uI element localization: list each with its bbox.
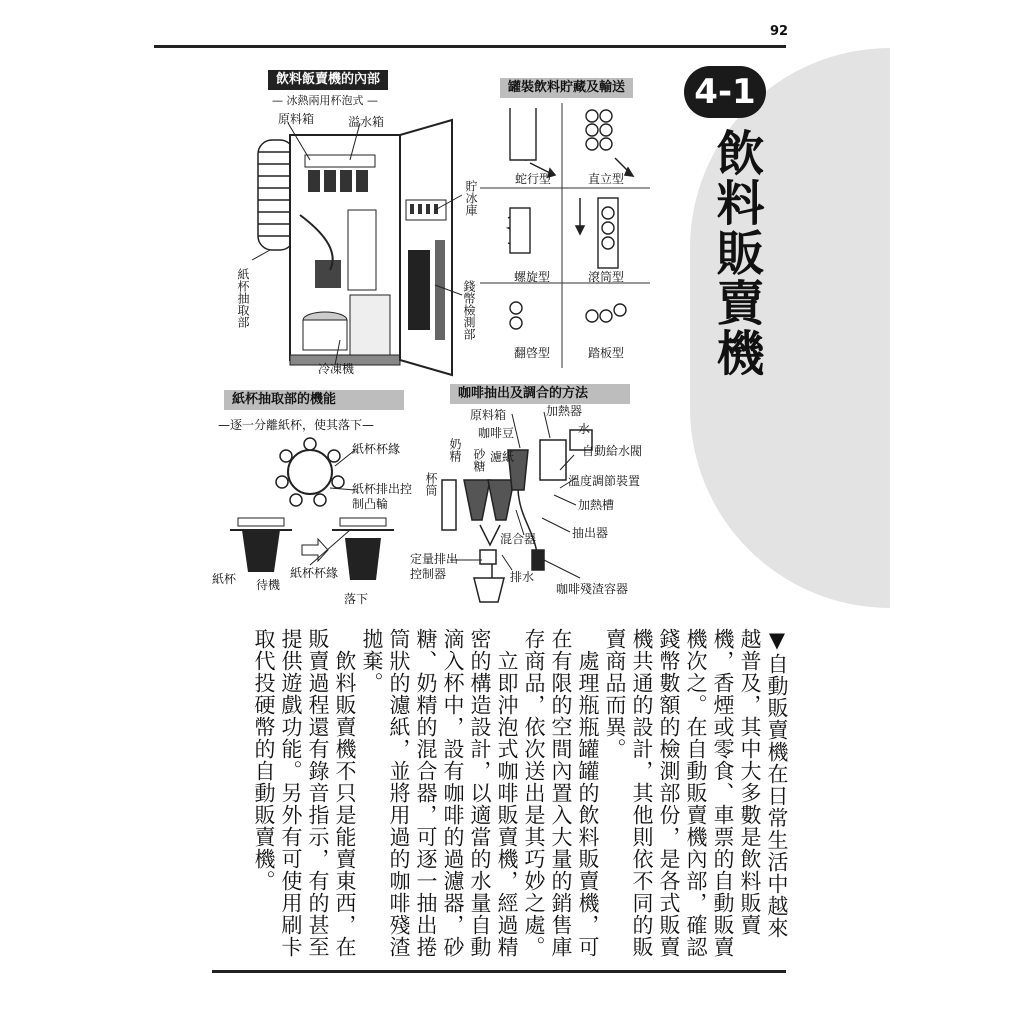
label-coffee-bean: 咖啡豆 [478, 426, 515, 440]
label-cup-rim-2: 紙杯杯緣 [290, 566, 339, 580]
interior-figure-title: 飲料飯賣機的內部 [268, 70, 388, 90]
body-paragraph-1: ▼自動販賣機在日常生活中越來越普及，其中大多數是飲料販賣機，香煙或零食、車票的自動販賣機次之。在自動販賣機內部，確認錢幣數額的檢測部份，是各式販賣機共通的設計，其他則依不同的販賣商品而異。 [603, 628, 789, 958]
label-heater: 加熱器 [546, 404, 583, 418]
label-heating-tank: 加熱槽 [578, 498, 615, 512]
label-coffee-residue: 咖啡殘渣容器 [556, 582, 629, 596]
label-water: 水 [578, 422, 591, 436]
label-sugar: 砂糖 [472, 448, 486, 472]
label-overflow-box: 溢水箱 [348, 115, 385, 129]
bottom-rule [212, 970, 786, 973]
coffee-figure-title: 咖啡抽出及調合的方法 [450, 384, 630, 404]
label-auto-valve: 自動給水閥 [582, 444, 643, 458]
cup-figure-subtitle: —逐一分離紙杯，使其落下— [218, 418, 375, 432]
can-type-flip: 翻啓型 [514, 346, 551, 360]
top-rule [154, 45, 786, 48]
label-cup-dispenser: 紙杯抽取部 [236, 268, 250, 328]
label-milk: 奶精 [448, 438, 462, 462]
label-standby: 待機 [256, 578, 281, 592]
chapter-title: 飲料販賣機 [708, 128, 764, 378]
body-text [252, 628, 790, 958]
label-filter-paper: 濾紙 [490, 450, 515, 464]
can-type-serpentine: 蛇行型 [515, 172, 552, 186]
cup-figure-title: 紙杯抽取部的機能 [224, 390, 404, 410]
label-release-cam: 紙杯排出控制凸輪 [352, 482, 413, 511]
chapter-number-badge: 4-1 [684, 66, 766, 118]
cans-figure-title: 罐裝飲料貯藏及輸送 [500, 78, 633, 98]
label-drop: 落下 [344, 592, 369, 606]
can-storage-types-illustration [480, 78, 650, 368]
label-coin-detector: 錢幣檢測部 [462, 280, 476, 340]
body-paragraph-2: 處理瓶瓶罐罐的飲料販賣機，可在有限的空間內置入大量的銷售庫存商品，依次送出是其巧妙之處。 [522, 628, 600, 958]
vending-machine-interior-illustration [230, 100, 480, 390]
label-coffee-raw-box: 原料箱 [470, 408, 507, 422]
label-cup-tube: 杯筒 [424, 472, 438, 496]
label-drain: 排水 [510, 570, 535, 584]
label-temp-control: 溫度調節裝置 [568, 474, 641, 488]
label-dose-control: 定量排出控制器 [410, 552, 459, 581]
body-paragraph-3: 立即沖泡式咖啡販賣機，經過精密的構造設計，以適當的水量自動滴入杯中，設有咖啡的過濾器，砂糖、奶精的混合器，可逐一抽出捲筒狀的濾紙，並將用過的咖啡殘渣拋棄。 [360, 628, 519, 958]
label-extractor: 抽出器 [572, 526, 609, 540]
label-cup: 紙杯 [212, 572, 237, 586]
label-raw-box: 原料箱 [278, 112, 315, 126]
label-ice-storage: 貯冰庫 [464, 180, 478, 216]
can-type-vertical: 直立型 [588, 172, 625, 186]
label-mixer: 混合器 [500, 532, 537, 546]
label-refrigerator: 冷凍機 [318, 362, 355, 376]
interior-figure-subtitle: — 冰熱兩用杯泡式 — [272, 94, 378, 107]
body-paragraph-4: 飲料販賣機不只是能賣東西，在販賣過程還有錄音指示，有的甚至提供遊戲功能。另外有可使用刷卡取代投硬幣的自動販賣機。 [252, 628, 357, 958]
can-type-pedal: 踏板型 [588, 346, 625, 360]
can-type-spiral: 螺旋型 [514, 270, 551, 284]
can-type-drum: 滾筒型 [588, 270, 625, 284]
page-number: 92 [770, 24, 789, 39]
label-cup-rim: 紙杯杯緣 [352, 442, 401, 456]
